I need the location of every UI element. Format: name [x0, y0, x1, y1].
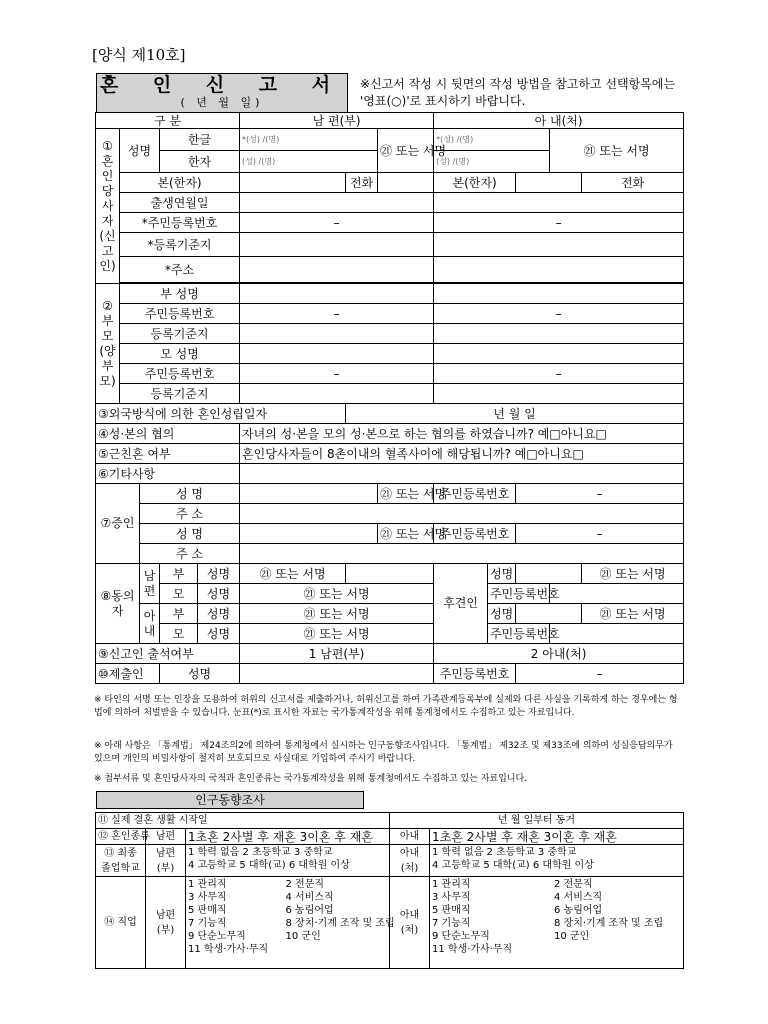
husband-registry-field[interactable]: [240, 233, 434, 257]
mother-name-label: 모 성명: [120, 344, 240, 364]
q12-husband-label: 남편: [146, 829, 186, 845]
instruction-note: ※신고서 작성 시 뒷면의 작성 방법을 참고하고 선택항목에는 '영표(○)'로 표시하기 바랍니다.: [360, 77, 675, 108]
father-name-label: 부 성명: [120, 284, 240, 304]
husband-mother-registry[interactable]: [240, 384, 434, 404]
job-option[interactable]: 11 학생·가사·무직: [432, 944, 513, 955]
witness2-rrn[interactable]: –: [516, 524, 684, 544]
q13-husband-paren: (부): [156, 862, 175, 874]
wife-phone-label: 전화: [582, 173, 684, 193]
section1-label: ①혼인당사자(신고인): [96, 129, 120, 284]
consent-w-mother-label: 모: [160, 624, 198, 644]
q14-wife-text: 아내: [399, 909, 420, 921]
address-label: *주소: [120, 257, 240, 283]
consent-w-father-name-label: 성명: [198, 604, 240, 624]
husband-mother-rrn[interactable]: –: [240, 364, 434, 384]
husband-birth-field[interactable]: [240, 193, 434, 213]
legal-warning-note: ※ 타인의 서명 또는 인장을 도용하여 허위의 신고서를 제출하거나, 허위신고를 하여 가족관계등록부에 실제와 다른 사실을 기록하게 하는 경우에는 형법에 의하여 처벌받을 수 있습니다. 눈표(*)로 표시한 자료는 국가통계작성을 위해 통계청에서도 수집하고 있는 자료입니다.: [94, 695, 678, 718]
husband-name-hangul[interactable]: *(성) /(명): [240, 129, 378, 151]
q13-wife-options[interactable]: [430, 845, 684, 877]
section9-label: ⑨신고인 출석여부: [96, 644, 240, 664]
husband-phone-label: 전화: [346, 173, 378, 193]
column-wife: 아 내(처): [434, 113, 684, 129]
wife-bon-field[interactable]: [516, 173, 582, 193]
job-option[interactable]: 6 농림어업: [554, 905, 603, 916]
consent-h-father-seal[interactable]: ㉑ 또는 서명: [240, 564, 346, 584]
section8-label: ⑧동의자: [96, 564, 140, 644]
q14-husband-label: [146, 877, 186, 969]
guardian-label: 후견인: [434, 564, 488, 644]
q13-wife-text: 아내: [399, 847, 420, 859]
marriage-report-table: [95, 112, 684, 684]
submitter-rrn-label: 주민등록번호: [434, 664, 516, 684]
q13-husband-label: [146, 845, 186, 877]
section5-label: ⑤근친혼 여부: [96, 444, 240, 464]
wife-mother-rrn[interactable]: –: [434, 364, 684, 384]
wife-bon-label: 본(한자): [434, 173, 516, 193]
job-option[interactable]: 8 장치·기계 조작 및 조립: [554, 918, 664, 929]
q14-wife-paren: (처): [400, 924, 419, 936]
witness2-rrn-label: 주민등록번호: [434, 524, 516, 544]
husband-father-name[interactable]: [240, 284, 434, 304]
wife-mother-name[interactable]: [434, 344, 684, 364]
consent-h-father-name-label: 성명: [198, 564, 240, 584]
job-option[interactable]: 4 서비스직: [285, 892, 334, 903]
q12-wife-label: 아내: [390, 829, 430, 845]
consent-h-mother-seal[interactable]: ㉑ 또는 서명: [240, 584, 434, 604]
job-option[interactable]: 9 단순노무직: [188, 931, 246, 942]
q13-husband-text: 남편: [155, 847, 176, 859]
consent-w-mother-seal[interactable]: ㉑ 또는 서명: [240, 624, 434, 644]
job-option[interactable]: 10 군인: [554, 931, 590, 942]
registry-label: *등록기준지: [120, 233, 240, 257]
q13-wife-paren: (처): [400, 862, 419, 874]
job-option[interactable]: 5 판매직: [188, 905, 227, 916]
q13-wife-label: [390, 845, 430, 877]
q14-husband-options[interactable]: [186, 877, 395, 969]
husband-address-field[interactable]: [240, 257, 434, 283]
wife-name-hangul[interactable]: *(성) /(명): [434, 129, 550, 151]
job-option[interactable]: 3 사무직: [188, 892, 227, 903]
hangul-label: 한글: [160, 129, 240, 151]
wife-father-rrn[interactable]: –: [434, 304, 684, 324]
witness2-address-label: 주 소: [140, 544, 240, 564]
wife-birth-field[interactable]: [434, 193, 684, 213]
edu-h-line2: 4 고등학교 5 대학(교) 6 대학원 이상: [188, 860, 350, 871]
wife-father-name[interactable]: [434, 284, 684, 304]
attendance-husband-option[interactable]: 1 남편(부): [240, 644, 434, 664]
mother-registry-label: 등록기준지: [120, 384, 240, 404]
attendance-wife-option[interactable]: 2 아내(처): [434, 644, 684, 664]
guardian1-seal[interactable]: ㉑ 또는 서명: [582, 564, 684, 584]
section10-label: ⑩제출인: [96, 664, 160, 684]
form-number-label: [양식 제10호]: [92, 46, 186, 64]
q14-wife-label: [390, 877, 430, 969]
witness2-name-label: 성 명: [140, 524, 240, 544]
attachments-note: ※ 첨부서류 및 혼인당사자의 국적과 혼인종류는 국가통계작성을 위해 통계청에서도 수집하고 있는 자료입니다.: [94, 774, 528, 784]
witness2-address[interactable]: [240, 544, 684, 564]
guardian2-rrn[interactable]: [550, 624, 684, 644]
job-option[interactable]: 3 사무직: [432, 892, 471, 903]
q14-husband-paren: (부): [156, 924, 175, 936]
q12-wife-options[interactable]: 1초혼 2사별 후 재혼 3이혼 후 재혼: [430, 829, 684, 845]
column-husband: 남 편(부): [240, 113, 434, 129]
job-option[interactable]: 5 판매직: [432, 905, 471, 916]
q14-wife-options[interactable]: [430, 877, 684, 969]
witness1-rrn-label: 주민등록번호: [434, 484, 516, 504]
survey-title: 인구동향조사: [96, 791, 364, 809]
father-rrn-label: 주민등록번호: [120, 304, 240, 324]
husband-phone-field[interactable]: [378, 173, 434, 193]
consent-h-mother-label: 모: [160, 584, 198, 604]
job-option[interactable]: 4 서비스직: [554, 892, 603, 903]
job-option[interactable]: 6 농림어업: [285, 905, 334, 916]
statistics-note: ※ 아래 사항은 「통계법」 제24조의2에 의하여 통계청에서 실시하는 인구동향조사입니다. 「통계법」 제32조 및 제33조에 의하여 성실응답의무가 있으며 개인의 비밀사항이 철저히 보호되므로 사실대로 기입하여 주시기 바랍니다.: [94, 741, 673, 764]
birth-label: 출생연월일: [120, 193, 240, 213]
foreign-marriage-date[interactable]: 년 월 일: [346, 404, 684, 424]
guardian1-name-label: 성명: [488, 564, 516, 584]
form-date-line: ( 년 월 일): [180, 96, 264, 109]
witness1-seal[interactable]: ㉑ 또는 서명: [378, 484, 434, 504]
husband-rrn-field[interactable]: –: [240, 213, 434, 233]
guardian1-rrn-label: 주민등록번호: [488, 584, 550, 604]
submitter-rrn[interactable]: –: [516, 664, 684, 684]
section4-label: ④성·본의 협의: [96, 424, 240, 444]
guardian2-name-label: 성명: [488, 604, 516, 624]
wife-address-field[interactable]: [434, 257, 684, 283]
job-option[interactable]: 2 전문직: [554, 879, 593, 890]
husband-mother-name[interactable]: [240, 344, 434, 364]
job-option[interactable]: 9 단순노무직: [432, 931, 490, 942]
form-title-box: [96, 73, 348, 113]
surname-agreement-question[interactable]: 자녀의 성·본을 모의 성·본으로 하는 협의를 하였습니까? 예□아니요□: [240, 424, 684, 444]
consanguinity-question[interactable]: 혼인당사자들이 8촌이내의 혈족사이에 해당됩니까? 예□아니요□: [240, 444, 684, 464]
consent-w-father-seal[interactable]: ㉑ 또는 서명: [240, 604, 434, 624]
survey-table: [95, 812, 684, 969]
husband-father-rrn[interactable]: –: [240, 304, 434, 324]
husband-father-registry[interactable]: [240, 324, 434, 344]
submitter-name-label: 성명: [160, 664, 240, 684]
mother-rrn-label: 주민등록번호: [120, 364, 240, 384]
q13-husband-options[interactable]: [186, 845, 390, 877]
wife-father-registry[interactable]: [434, 324, 684, 344]
job-option[interactable]: 1 관리직: [432, 879, 471, 890]
guardian1-rrn[interactable]: [550, 584, 684, 604]
job-option[interactable]: 10 군인: [285, 931, 321, 942]
section2-label: ②부모(양부모): [96, 284, 120, 404]
section3-label: ③외국방식에 의한 혼인성립일자: [96, 404, 346, 424]
other-matters-field[interactable]: [240, 464, 684, 484]
wife-mother-registry[interactable]: [434, 384, 684, 404]
witness1-name-label: 성 명: [140, 484, 240, 504]
rrn-label: *주민등록번호: [120, 213, 240, 233]
consent-h-mother-name-label: 성명: [198, 584, 240, 604]
name-label: 성명: [120, 129, 160, 173]
edu-h-line1: 1 학력 없음 2 초등학교 3 중학교: [188, 847, 333, 858]
hanja-label: 한자: [160, 151, 240, 173]
witness2-name[interactable]: [240, 524, 378, 544]
guardian2-rrn-label: 주민등록번호: [488, 624, 550, 644]
q14-label: ⑭ 직업: [96, 877, 146, 969]
husband-seal[interactable]: ㉑ 또는 서명: [378, 129, 434, 173]
section7-label: ⑦증인: [96, 484, 140, 564]
q11-label: ⑪ 실제 결혼 생활 시작일: [96, 813, 390, 829]
husband-bon-field[interactable]: [240, 173, 346, 193]
consent-h-father-label: 부: [160, 564, 198, 584]
job-option[interactable]: 8 장치·기계 조작 및 조립: [285, 918, 395, 929]
edu-w-line1: 1 학력 없음 2 초등학교 3 중학교: [432, 847, 577, 858]
edu-w-line2: 4 고등학교 5 대학(교) 6 대학원 이상: [432, 860, 594, 871]
q13-label: ⑬ 최종 졸업학교: [96, 845, 146, 877]
form-title: 혼 인 신 고 서: [99, 74, 345, 96]
consent-w-father-label: 부: [160, 604, 198, 624]
wife-rrn-field[interactable]: –: [434, 213, 684, 233]
job-option[interactable]: 7 기능직: [432, 918, 471, 929]
job-option[interactable]: 11 학생·가사·무직: [188, 944, 269, 955]
witness1-address-label: 주 소: [140, 504, 240, 524]
wife-seal[interactable]: ㉑ 또는 서명: [550, 129, 684, 173]
consent-husband-label: 남편: [140, 564, 160, 604]
witness2-seal[interactable]: ㉑ 또는 서명: [378, 524, 434, 544]
q11-date[interactable]: 년 월 일부터 동거: [390, 813, 684, 829]
job-option[interactable]: 7 기능직: [188, 918, 227, 929]
wife-registry-field[interactable]: [434, 233, 684, 257]
consent-wife-label: 아내: [140, 604, 160, 644]
job-option[interactable]: 2 전문직: [285, 879, 325, 890]
section6-label: ⑥기타사항: [96, 464, 240, 484]
guardian1-name[interactable]: [516, 564, 582, 584]
job-option[interactable]: 1 관리직: [188, 879, 227, 890]
submitter-name[interactable]: [240, 664, 434, 684]
witness1-address[interactable]: [240, 504, 684, 524]
wife-name-hanja[interactable]: (성) /(명): [434, 151, 550, 173]
witness1-rrn[interactable]: –: [516, 484, 684, 504]
bon-label: 본(한자): [120, 173, 240, 193]
column-category: 구 분: [96, 113, 240, 129]
consent-w-mother-name-label: 성명: [198, 624, 240, 644]
guardian2-seal[interactable]: ㉑ 또는 서명: [582, 604, 684, 624]
husband-name-hanja[interactable]: (성) /(명): [240, 151, 378, 173]
guardian2-name[interactable]: [516, 604, 582, 624]
witness1-name[interactable]: [240, 484, 378, 504]
father-registry-label: 등록기준지: [120, 324, 240, 344]
q12-husband-options[interactable]: 1초혼 2사별 후 재혼 3이혼 후 재혼: [186, 829, 390, 845]
q12-label: ⑫ 혼인종류: [96, 829, 146, 845]
q14-husband-text: 남편: [155, 909, 176, 921]
